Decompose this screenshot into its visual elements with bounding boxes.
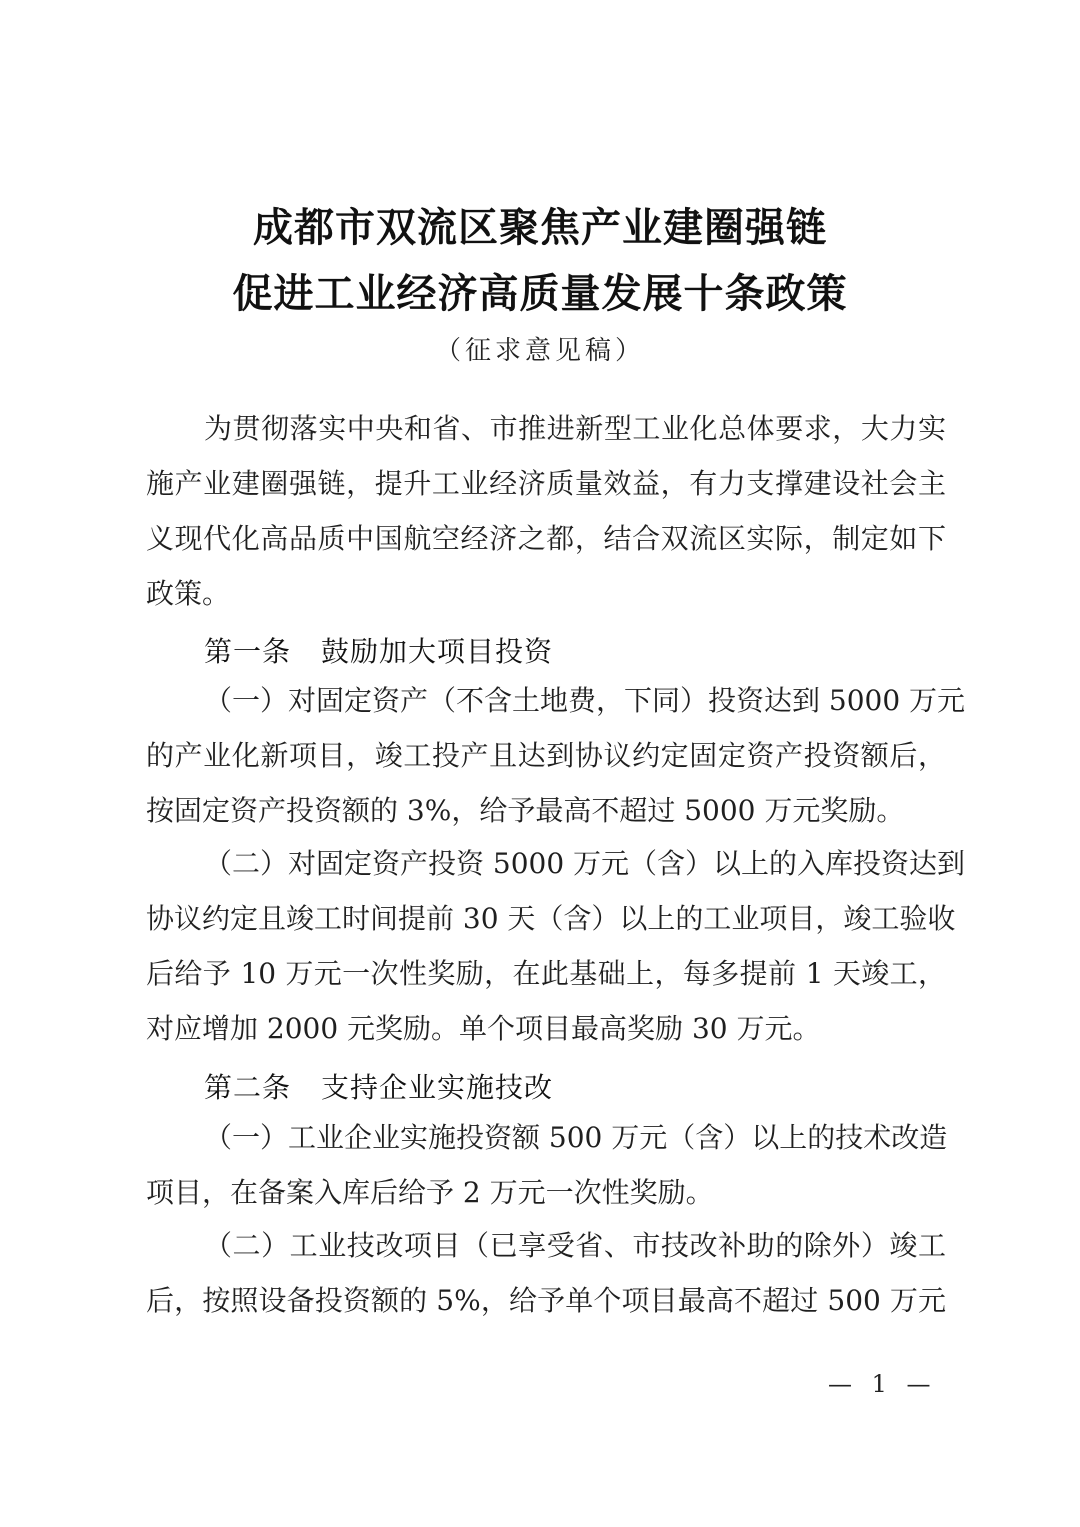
preamble-line: 为贯彻落实中央和省、市推进新型工业化总体要求，大力实	[204, 412, 946, 445]
article-2-item-2	[146, 1218, 946, 1328]
paragraph-line: 按固定资产投资额的 3%，给予最高不超过 5000 万元奖励。	[146, 794, 905, 827]
paragraph-line: （二）对固定资产投资 5000 万元（含）以上的入库投资达到	[204, 847, 966, 880]
article-1-title: 鼓励加大项目投资	[321, 635, 554, 668]
paragraph-line: 对应增加 2000 元奖励。单个项目最高奖励 30 万元。	[146, 1012, 821, 1045]
page-number: — 1 —	[828, 1370, 937, 1398]
preamble-line: 义现代化高品质中国航空经济之都，结合双流区实际，制定如下	[146, 522, 946, 555]
article-1-heading	[204, 630, 553, 670]
preamble-paragraph	[146, 401, 946, 621]
preamble-line: 政策。	[146, 577, 231, 610]
document-subtitle: （征求意见稿）	[434, 336, 645, 366]
document-title-line-2: 促进工业经济高质量发展十条政策	[232, 270, 848, 317]
paragraph-line: （一）工业企业实施投资额 500 万元（含）以上的技术改造	[204, 1121, 948, 1154]
article-1-item-2	[146, 836, 966, 1056]
article-1-item-1	[146, 673, 966, 838]
paragraph-line: 项目，在备案入库后给予 2 万元一次性奖励。	[146, 1176, 714, 1209]
article-1-number: 第一条	[204, 635, 292, 668]
paragraph-line: （二）工业技改项目（已享受省、市技改补助的除外）竣工	[204, 1229, 946, 1262]
document-title-line-1: 成都市双流区聚焦产业建圈强链	[253, 204, 827, 251]
paragraph-line: 协议约定且竣工时间提前 30 天（含）以上的工业项目，竣工验收	[146, 902, 956, 935]
article-2-number: 第二条	[204, 1071, 292, 1104]
paragraph-line: （一）对固定资产（不含土地费，下同）投资达到 5000 万元	[204, 684, 966, 717]
preamble-line: 施产业建圈强链，提升工业经济质量效益，有力支撑建设社会主	[146, 467, 946, 500]
article-2-item-1	[146, 1110, 946, 1220]
article-2-title: 支持企业实施技改	[321, 1071, 554, 1104]
article-2-heading	[204, 1066, 553, 1106]
paragraph-line: 后给予 10 万元一次性奖励，在此基础上，每多提前 1 天竣工，	[146, 957, 946, 990]
paragraph-line: 后，按照设备投资额的 5%，给予单个项目最高不超过 500 万元	[146, 1284, 946, 1317]
paragraph-line: 的产业化新项目，竣工投产且达到协议约定固定资产投资额后，	[146, 739, 946, 772]
